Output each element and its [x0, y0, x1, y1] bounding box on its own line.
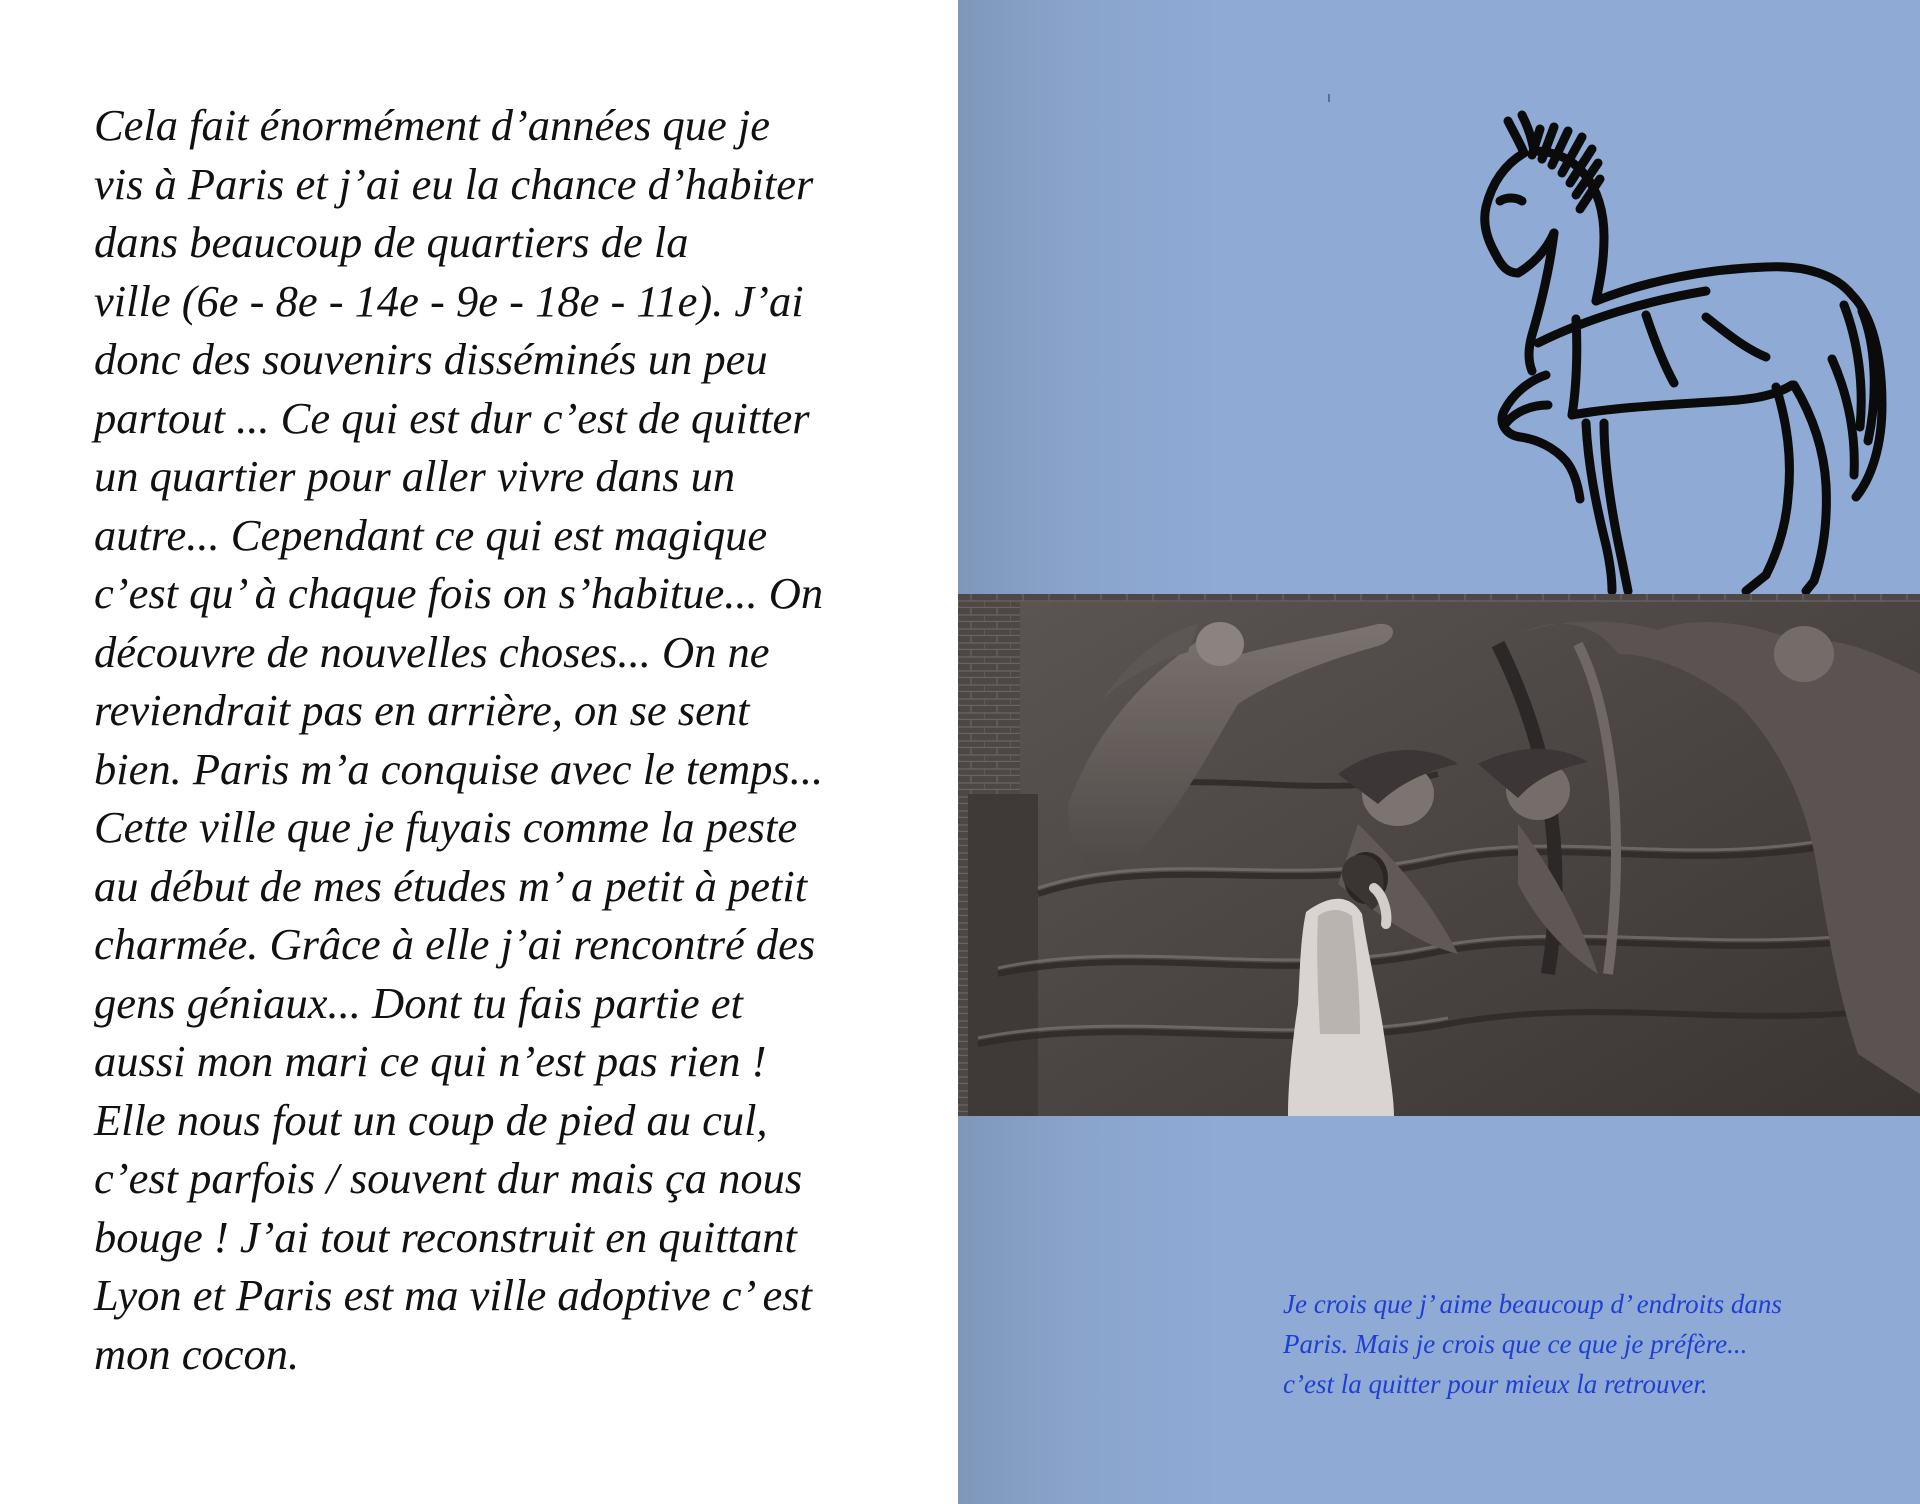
body-line: ville (6e - 8e - 14e - 9e - 18e - 11e). J’ai [94, 275, 804, 326]
body-line: Cela fait énormément d’années que je [94, 100, 770, 150]
body-line: donc des souvenirs disséminés un peu [94, 334, 768, 384]
body-line: Cette ville que je fuyais comme la peste [94, 802, 798, 852]
body-line: bouge ! J’ai tout reconstruit en quittant [94, 1211, 797, 1262]
body-line: c’est parfois / souvent dur mais ça nous [94, 1153, 803, 1203]
body-line: dans beaucoup de quartiers de la [94, 217, 689, 267]
body-line: vis à Paris et j’ai eu la chance d’habiter [94, 158, 814, 209]
body-line: aussi mon mari ce qui n’est pas rien ! [94, 1036, 767, 1086]
body-line: au début de mes études m’ a petit à petit [94, 860, 808, 911]
caption [1283, 1284, 1883, 1404]
body-line: découvre de nouvelles choses... On ne [94, 626, 770, 677]
body-text [94, 96, 894, 1383]
horse-drawing [1436, 105, 1896, 597]
body-line: gens géniaux... Dont tu fais partie et [94, 977, 743, 1028]
body-line: reviendrait pas en arrière, on se sent [94, 685, 750, 735]
right-page [958, 0, 1920, 1504]
caption-line: c’est la quitter pour mieux la retrouver. [1283, 1369, 1708, 1399]
body-line: partout ... Ce qui est dur c’est de quitter [94, 392, 810, 443]
print-mark [1328, 94, 1330, 102]
caption-line: Paris. Mais je crois que ce que je préfère... [1283, 1329, 1748, 1359]
body-line: autre... Cependant ce qui est magique [94, 509, 768, 560]
body-line: Lyon et Paris est ma ville adoptive c’ est [94, 1270, 812, 1320]
body-line: bien. Paris m’a conquise avec le temps... [94, 743, 824, 794]
body-line: mon cocon. [94, 1328, 300, 1379]
body-line: Elle nous fout un coup de pied au cul, [94, 1094, 768, 1145]
left-page [0, 0, 958, 1504]
body-line: un quartier pour aller vivre dans un [94, 451, 736, 501]
body-line: charmée. Grâce à elle j’ai rencontré des [94, 919, 816, 969]
caption-line: Je crois que j’ aime beaucoup d’ endroits dans [1283, 1289, 1782, 1319]
bas-relief-photo [958, 594, 1920, 1116]
body-line: c’est qu’ à chaque fois on s’habitue... On [94, 568, 824, 618]
